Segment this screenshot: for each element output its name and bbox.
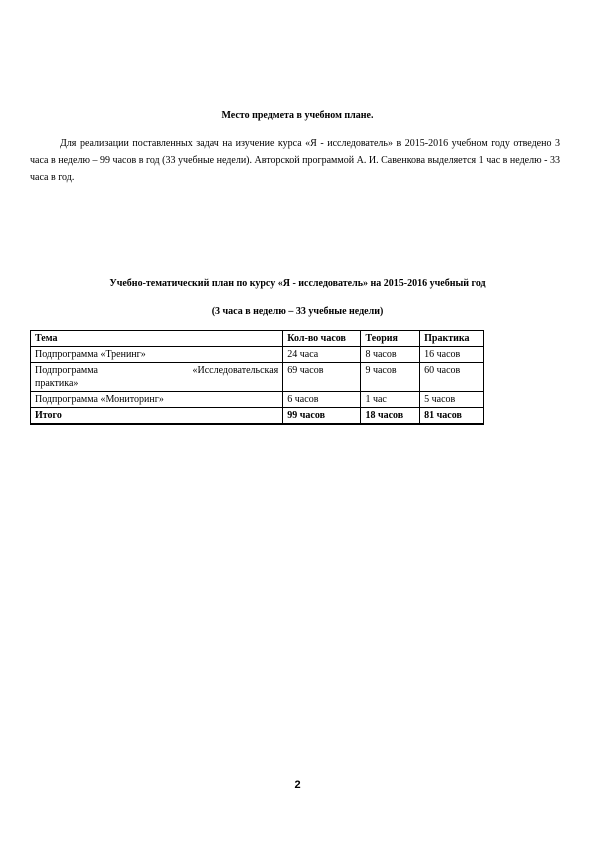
cell-theory: 8 часов — [361, 347, 420, 363]
cell-topic: Подпрограмма «Мониторинг» — [31, 392, 283, 408]
header-topic: Тема — [31, 331, 283, 347]
table-total-row — [31, 408, 484, 425]
header-theory: Теория — [361, 331, 420, 347]
cell-topic: Итого — [31, 408, 283, 425]
cell-topic-part-c: практика» — [35, 378, 79, 389]
cell-practice: 81 часов — [420, 408, 484, 425]
cell-topic: Подпрограмма «Тренинг» — [31, 347, 283, 363]
cell-practice: 60 часов — [420, 363, 484, 392]
intro-paragraph — [30, 135, 560, 186]
section-title: Место предмета в учебном плане. — [221, 110, 374, 121]
cell-count: 99 часов — [283, 408, 361, 425]
cell-topic-line1 — [35, 364, 278, 377]
intro-paragraph-text: Для реализации поставленных задач на изучение курса «Я - исследователь» в 2015-2016 учебном году отведено 3 часа в неделю – 99 часов в год (33 учебные недели). Авторской программой А. И. Савенкова выделяется 1 час в неделю - 33 часа в год. — [30, 138, 560, 183]
cell-practice: 5 часов — [420, 392, 484, 408]
cell-topic-part-a: Подпрограмма — [35, 365, 98, 376]
table-row — [31, 392, 484, 408]
cell-topic — [31, 363, 283, 392]
cell-count: 6 часов — [283, 392, 361, 408]
plan-subtitle: (3 часа в неделю – 33 учебные недели) — [211, 306, 384, 317]
table-header-row — [31, 331, 484, 347]
cell-theory: 9 часов — [361, 363, 420, 392]
cell-count: 24 часа — [283, 347, 361, 363]
table-row — [31, 347, 484, 363]
header-count: Кол-во часов — [283, 331, 361, 347]
cell-count: 69 часов — [283, 363, 361, 392]
table-row — [31, 363, 484, 392]
cell-practice: 16 часов — [420, 347, 484, 363]
cell-theory: 18 часов — [361, 408, 420, 425]
cell-theory: 1 час — [361, 392, 420, 408]
plan-table — [30, 330, 484, 425]
cell-topic-part-b: «Исследовательская — [192, 365, 279, 376]
plan-title: Учебно-тематический план по курсу «Я - исследователь» на 2015-2016 учебный год — [109, 278, 486, 289]
page-number: 2 — [294, 779, 301, 791]
header-practice: Практика — [420, 331, 484, 347]
